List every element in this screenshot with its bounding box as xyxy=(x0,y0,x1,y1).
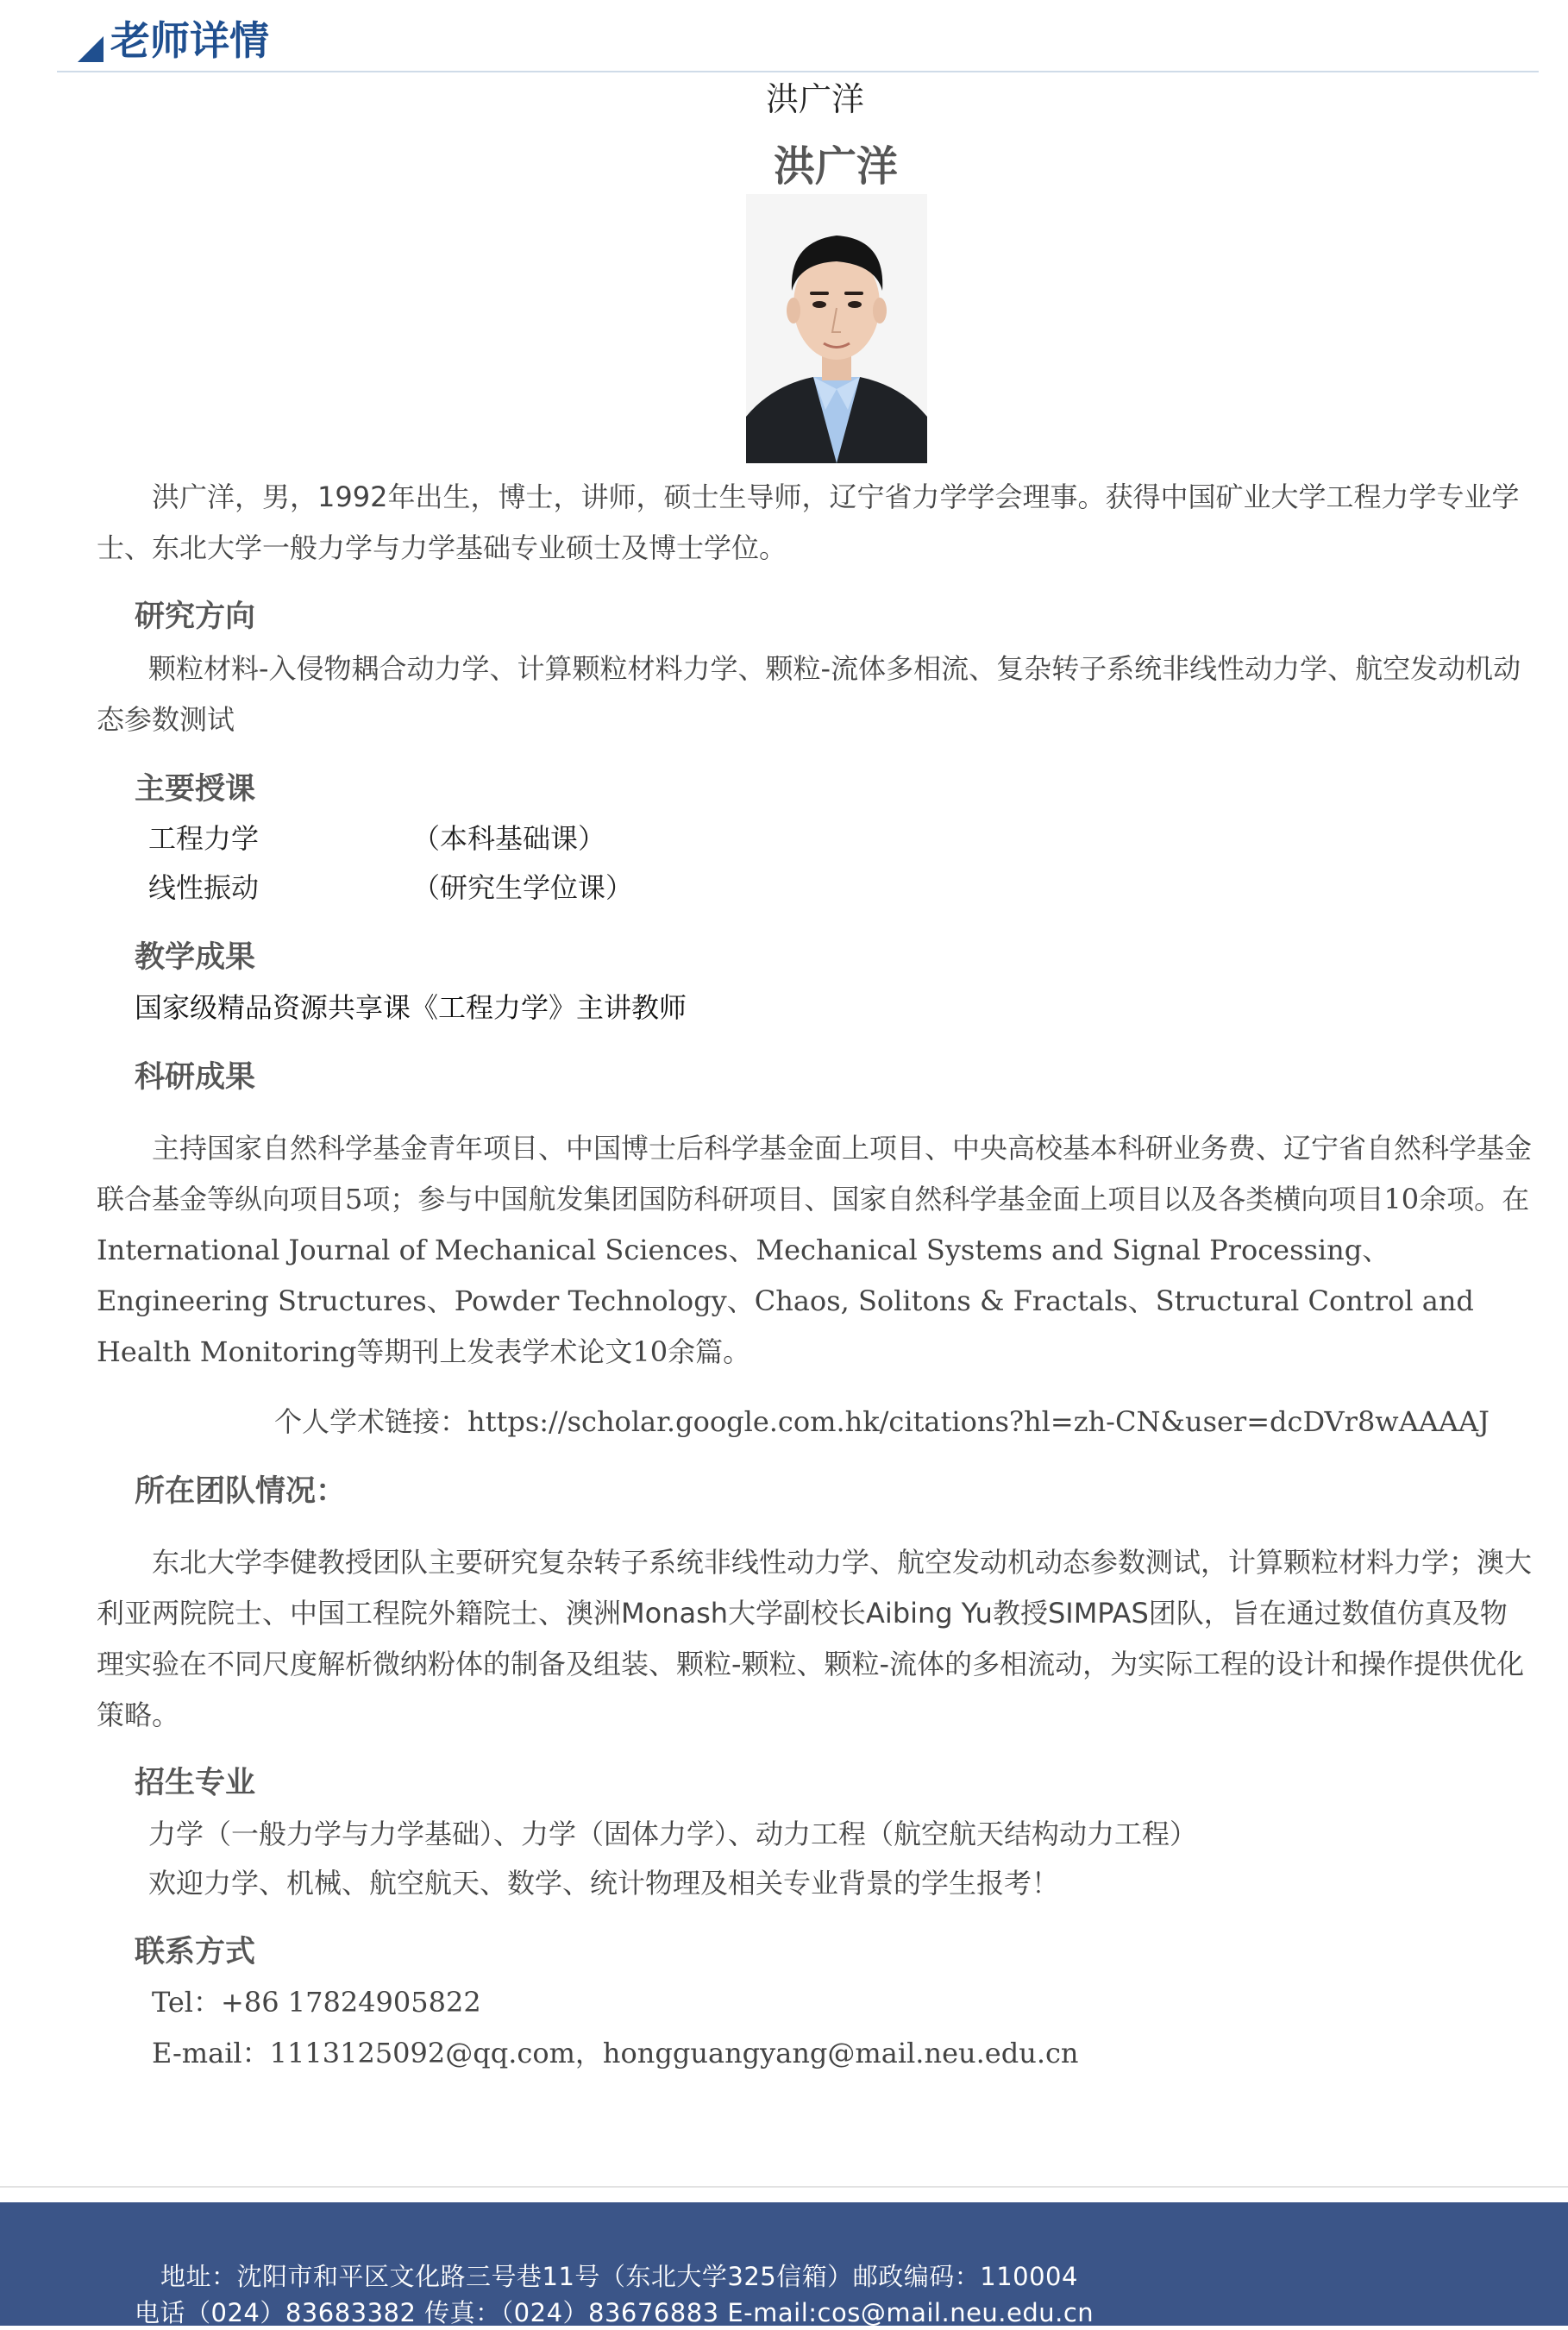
recruit-heading: 招生专业 xyxy=(135,1766,256,1800)
scholar-link-row xyxy=(274,1400,1490,1443)
contact-email[interactable]: E-mail：1113125092@qq.com，hongguangyang@mail.neu.edu.cn xyxy=(152,2037,1079,2069)
teaching-heading: 教学成果 xyxy=(135,940,256,975)
footer-divider xyxy=(0,2186,1568,2188)
course-name: 工程力学 xyxy=(148,822,260,855)
course-type: （本科基础课） xyxy=(412,822,606,855)
team-text: 东北大学李健教授团队主要研究复杂转子系统非线性动力学、航空发动机动态参数测试，计算颗粒材料力学；澳大利亚两院院士、中国工程院外籍院士、澳洲Monash大学副校长Aibing Yu教授SIMPAS团队，旨在通过数值仿真及物理实验在不同尺度解析微纳粉体的制备及组装、颗粒-颗粒、颗粒-流体的多相流动，为实际工程的设计和操作提供优化策略。 xyxy=(97,1546,1533,1731)
site-footer xyxy=(0,2202,1568,2326)
portrait-illustration xyxy=(746,194,927,463)
scholar-link-label: 个人学术链接： xyxy=(274,1405,468,1438)
contact-tel: Tel：+86 17824905822 xyxy=(152,1986,481,2019)
research-direction-heading: 研究方向 xyxy=(135,600,256,634)
recruit-majors: 力学（一般力学与力学基础）、力学（固体力学）、动力工程（航空航天结构动力工程） xyxy=(148,1818,1198,1850)
teacher-name-title: 洪广洋 xyxy=(773,142,898,191)
team-heading: 所在团队情况： xyxy=(135,1474,347,1509)
teacher-photo xyxy=(746,194,927,463)
research-results-heading: 科研成果 xyxy=(135,1060,256,1095)
teacher-bio: 洪广洋，男，1992年出生，博士，讲师，硕士生导师，辽宁省力学学会理事。获得中国矿业大学工程力学专业学士、东北大学一般力学与力学基础专业硕士及博士学位。 xyxy=(97,480,1520,564)
course-name: 线性振动 xyxy=(148,871,260,904)
teacher-name-small: 洪广洋 xyxy=(765,80,864,118)
research-direction-text: 颗粒材料-入侵物耦合动力学、计算颗粒材料力学、颗粒-流体多相流、复杂转子系统非线性动力学、航空发动机动态参数测试 xyxy=(97,652,1521,736)
courses-heading: 主要授课 xyxy=(135,772,256,807)
triangle-icon xyxy=(78,36,103,62)
course-type: （研究生学位课） xyxy=(412,871,634,904)
footer-phone: 电话（024）83683382 传真：（024）83676883 E-mail:cos@mail.neu.edu.cn xyxy=(135,2298,1094,2327)
footer-address: 地址：沈阳市和平区文化路三号巷11号（东北大学325信箱）邮政编码：110004 xyxy=(160,2262,1078,2291)
contact-heading: 联系方式 xyxy=(135,1935,256,1969)
page-title: 老师详情 xyxy=(110,17,269,64)
teaching-text: 国家级精品资源共享课《工程力学》主讲教师 xyxy=(135,991,687,1024)
research-results-text: 主持国家自然科学基金青年项目、中国博士后科学基金面上项目、中央高校基本科研业务费、辽宁省自然科学基金联合基金等纵向项目5项；参与中国航发集团国防科研项目、国家自然科学基金面上项目以及各类横向项目10余项。在International Journal of Mechanical Sciences、Mechanical Systems and Signal Processing、Engineering Structures、Powder Technology、Chaos, Solitons & Fractals、Structural Control and Health Monitoring等期刊上发表学术论文10余篇。 xyxy=(97,1132,1533,1368)
scholar-link-url[interactable]: https://scholar.google.com.hk/citations?hl=zh-CN&user=dcDVr8wAAAAJ xyxy=(467,1405,1490,1438)
recruit-welcome: 欢迎力学、机械、航空航天、数学、统计物理及相关专业背景的学生报考！ xyxy=(148,1867,1060,1900)
page-header xyxy=(57,10,1539,72)
